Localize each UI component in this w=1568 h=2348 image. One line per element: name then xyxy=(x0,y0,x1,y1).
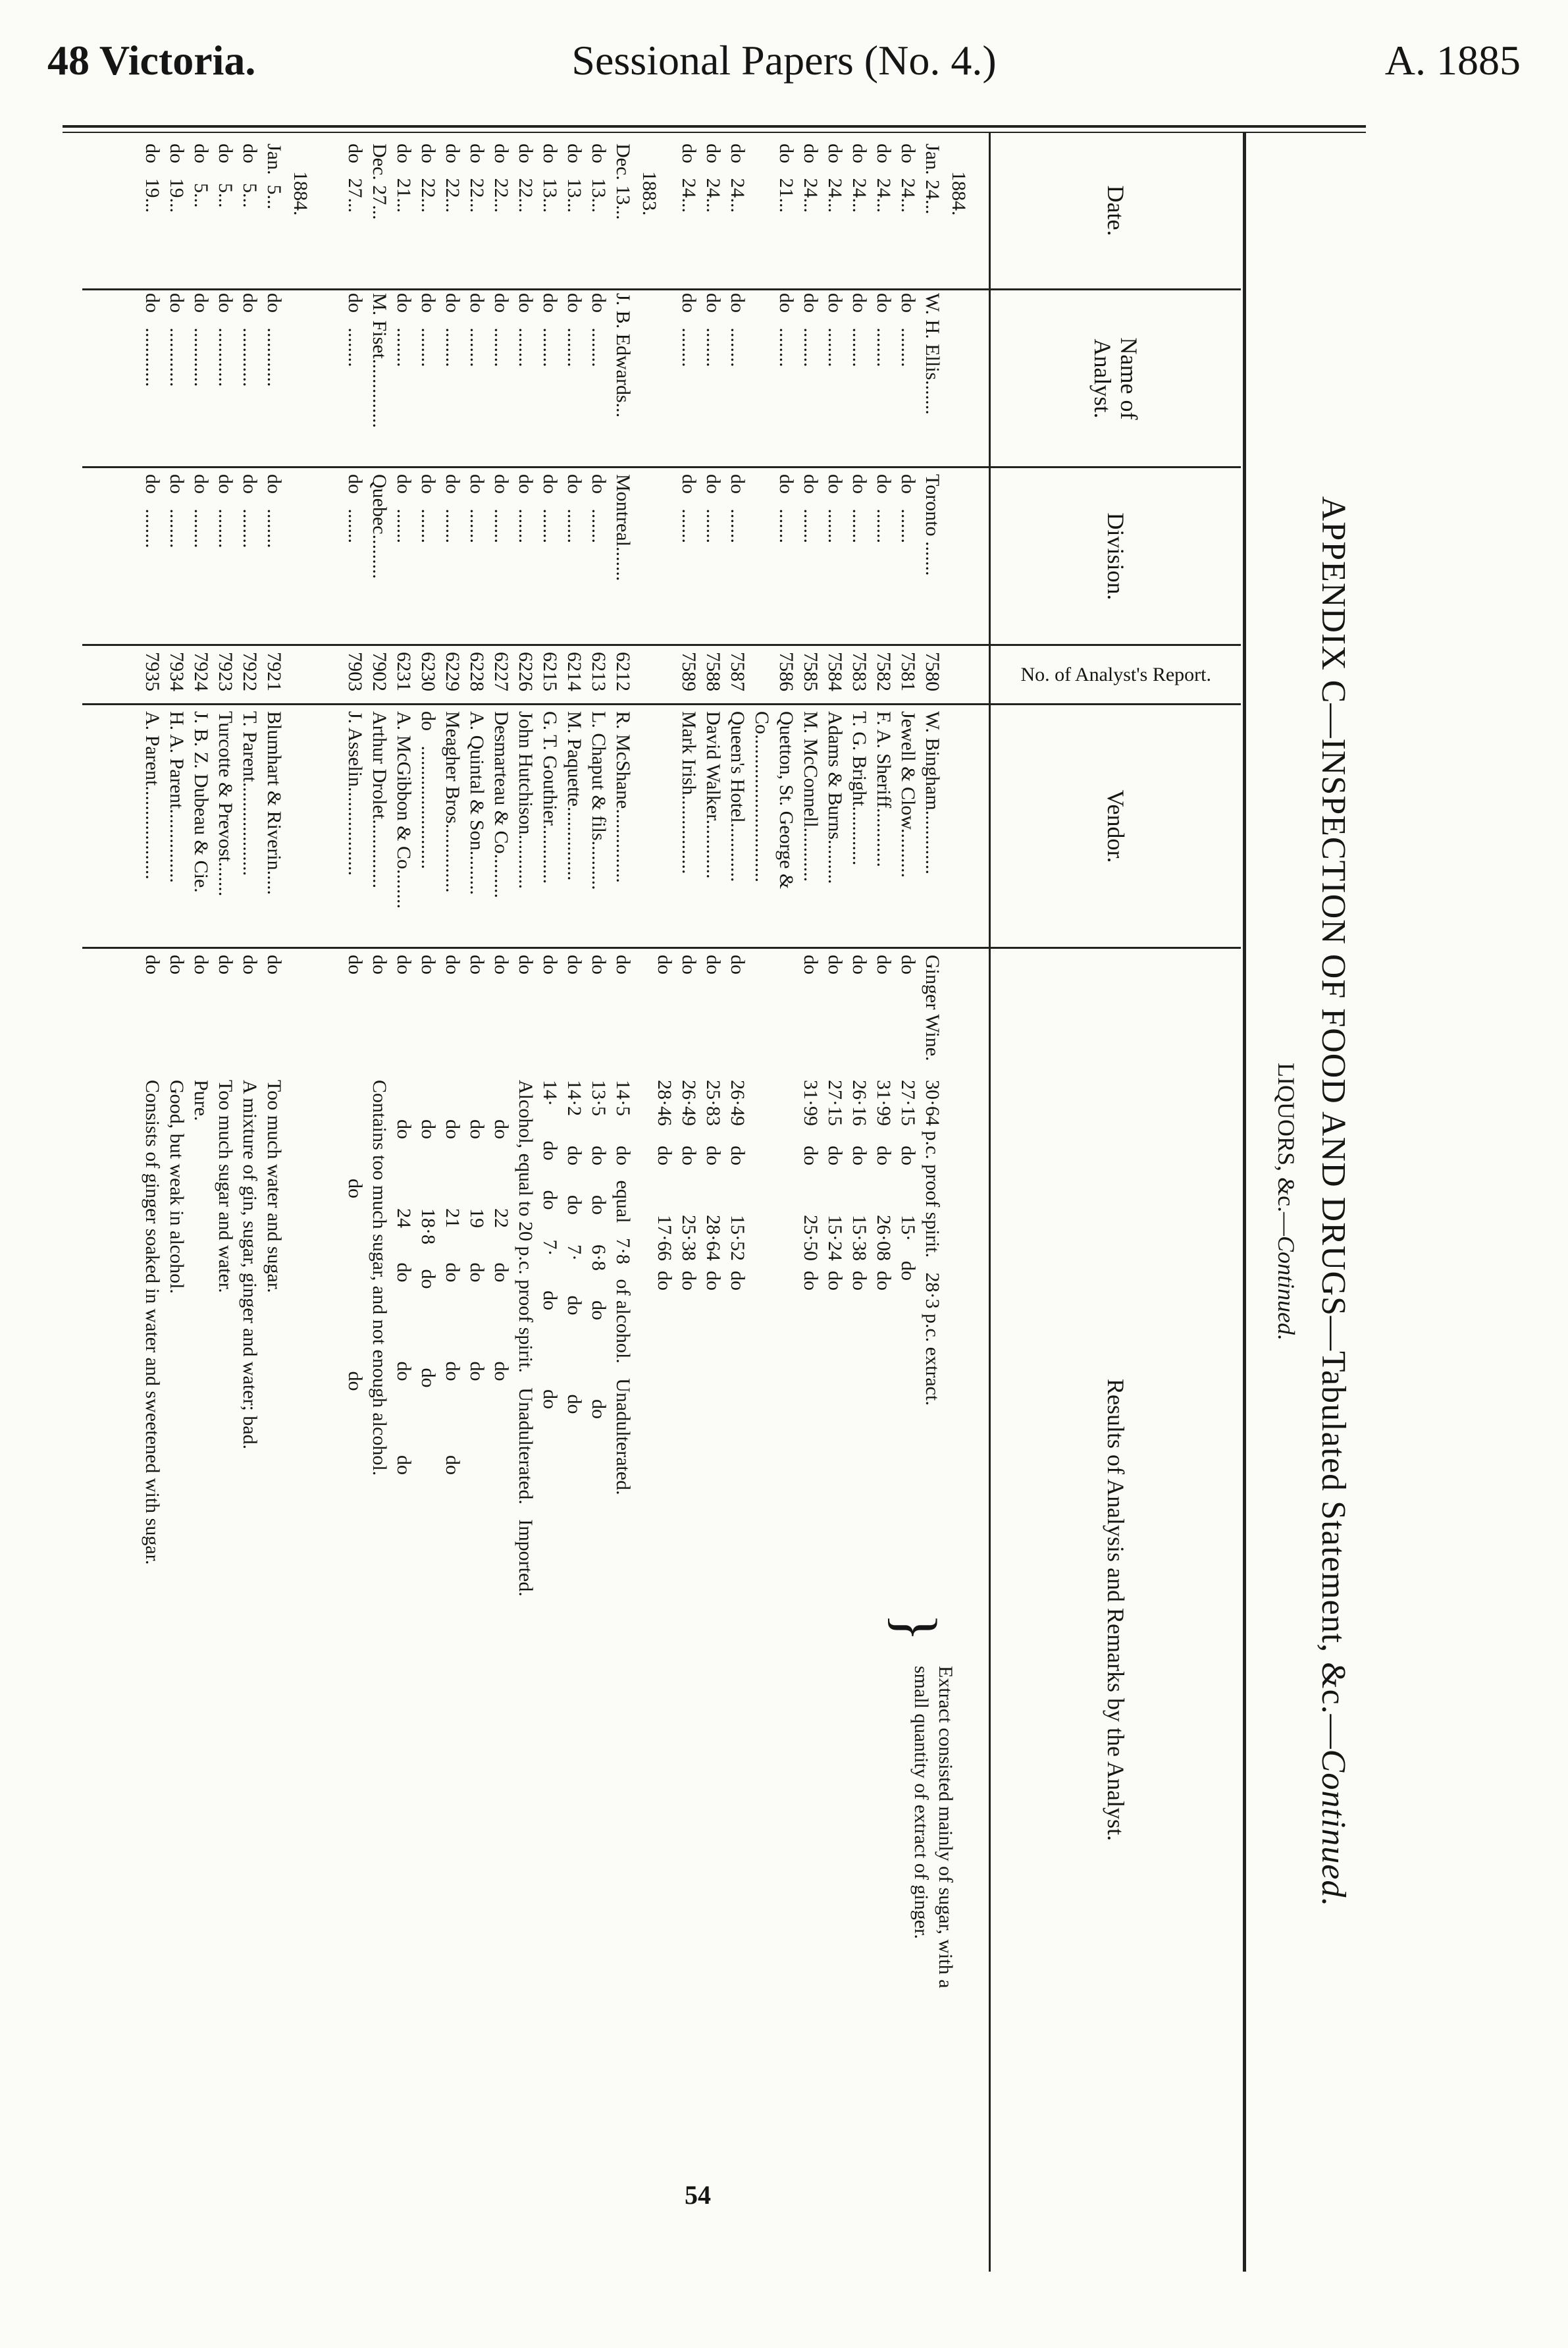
cell-division: do ....... xyxy=(800,474,822,543)
cell-result: Too much sugar and water. xyxy=(215,1080,236,1293)
col-results: Results of Analysis and Remarks by the Analyst. xyxy=(1103,1379,1129,1841)
cell-no: 6229 xyxy=(442,652,463,691)
cell-division: do ........ xyxy=(239,474,261,548)
cell-vendor: A. Quintal & Son......... xyxy=(466,711,488,895)
cell-vendor: Arthur Drolet.............. xyxy=(369,711,390,889)
cell-vendor: Meagher Bros.............. xyxy=(442,711,463,893)
col-date: Date. xyxy=(1103,185,1129,236)
cell-division: do ........ xyxy=(190,474,212,548)
cell-vendor: Turcotte & Prevost....... xyxy=(215,711,236,897)
cell-vendor: do ......................... xyxy=(417,711,439,869)
cell-name: do ............ xyxy=(215,293,236,387)
cell-product: do xyxy=(466,955,488,974)
col-analyst-no: No. of Analyst's Report. xyxy=(1020,664,1211,685)
cell-date: do 21... xyxy=(393,144,415,213)
cell-division: do ....... xyxy=(775,474,797,543)
cell-division: do ....... xyxy=(466,474,488,543)
cell-product: do xyxy=(515,955,536,974)
cell-division: do ....... xyxy=(588,474,610,543)
cell-vendor: H. A. Parent............... xyxy=(166,711,188,883)
col-name: Name of Analyst. xyxy=(1089,337,1142,420)
cell-date: do 13... xyxy=(588,144,610,213)
page-number: 54 xyxy=(685,2180,711,2210)
table-subtitle: LIQUORS, &c.—Continued. xyxy=(1273,1063,1299,1341)
cell-name: do ........ xyxy=(466,293,488,367)
cell-product: do xyxy=(166,955,188,974)
cell-no: 7924 xyxy=(190,652,212,691)
cell-date: do 22... xyxy=(490,144,512,213)
cell-date: do 24... xyxy=(702,144,724,213)
col-rule-1 xyxy=(82,288,1241,290)
header-year: A. 1885 xyxy=(1384,37,1521,84)
col-division: Division. xyxy=(1103,512,1129,600)
header-top-rule xyxy=(1243,132,1246,2272)
cell-vendor: Quetton, St. George & xyxy=(775,711,797,890)
cell-name: do ........ xyxy=(702,293,724,367)
cell-date: do 22... xyxy=(442,144,463,213)
cell-result: do do xyxy=(344,1080,366,1391)
cell-vendor: A. Parent................... xyxy=(142,711,163,880)
cell-vendor: F. A. Sheriff............ xyxy=(873,711,895,868)
cell-vendor: W. Bingham............. xyxy=(922,711,943,875)
cell-result: 26·16 do 15·38 do xyxy=(849,1080,870,1291)
cell-name: do ............ xyxy=(239,293,261,387)
cell-vendor: Desmarteau & Co......... xyxy=(490,711,512,899)
cell-name: do ............ xyxy=(166,293,188,387)
cell-name: do ........ xyxy=(417,293,439,367)
cell-result: 14·2 do do 7· do do xyxy=(563,1080,585,1414)
cell-result: 27·15 do 15·24 do xyxy=(824,1080,846,1291)
cell-result: do 19 do do xyxy=(466,1080,488,1381)
cell-product: do xyxy=(344,955,366,974)
cell-division: do ....... xyxy=(678,474,700,543)
cell-result: do 18·8 do do xyxy=(417,1080,439,1388)
cell-name: do ........ xyxy=(873,293,895,367)
cell-no: 7934 xyxy=(166,652,188,691)
cell-vendor: R. McShane............... xyxy=(612,711,634,883)
cell-product: do xyxy=(215,955,236,974)
cell-date: do 5... xyxy=(215,144,236,208)
cell-date: do 22... xyxy=(417,144,439,213)
cell-division: do ....... xyxy=(417,474,439,543)
cell-no: 7588 xyxy=(702,652,724,691)
cell-no: 7584 xyxy=(824,652,846,691)
col-rule-3 xyxy=(82,644,1241,646)
cell-result: Consists of ginger soaked in water and sweetened with sugar. xyxy=(142,1080,163,1565)
cell-date: Jan. 24... xyxy=(922,144,943,215)
cell-no: 7581 xyxy=(897,652,919,691)
cell-no: 6214 xyxy=(563,652,585,691)
cell-date: do 21... xyxy=(775,144,797,213)
cell-division: do ........ xyxy=(215,474,236,548)
cell-date: do 5... xyxy=(239,144,261,208)
cell-no: 6230 xyxy=(417,652,439,691)
cell-product: do xyxy=(873,955,895,974)
cell-division: Quebec......... xyxy=(369,474,390,579)
cell-no: 6228 xyxy=(466,652,488,691)
cell-vendor: G. T. Gouthier............ xyxy=(539,711,561,884)
cell-no: 7585 xyxy=(800,652,822,691)
cell-division: do ....... xyxy=(344,474,366,543)
cell-result: Contains too much sugar, and not enough alcohol. xyxy=(369,1080,390,1476)
year-label: 1883. xyxy=(639,171,660,216)
cell-product: do xyxy=(539,955,561,974)
brace-note: Extract consisted mainly of sugar, with a small quantity of extract of ginger. xyxy=(910,1666,956,1988)
cell-vendor: M. McConnell........... xyxy=(800,711,822,882)
cell-division: do ....... xyxy=(824,474,846,543)
cell-name: do ........ xyxy=(727,293,748,367)
cell-name: do ........ xyxy=(393,293,415,367)
col-vendor: Vendor. xyxy=(1103,789,1129,863)
cell-name: do ........ xyxy=(588,293,610,367)
cell-no: 7923 xyxy=(215,652,236,691)
cell-no: 7902 xyxy=(369,652,390,691)
cell-vendor: Adams & Burns......... xyxy=(824,711,846,884)
cell-product: do xyxy=(442,955,463,974)
cell-no: 6227 xyxy=(490,652,512,691)
cell-date: do 19... xyxy=(142,144,163,213)
cell-result: Alcohol, equal to 20 p.c. proof spirit. Unadulterated. Imported. xyxy=(515,1080,536,1597)
cell-name: do ............ xyxy=(263,293,285,387)
cell-product: do xyxy=(393,955,415,974)
cell-vendor: David Walker............ xyxy=(702,711,724,879)
cell-name: do ........ xyxy=(563,293,585,367)
cell-no: 7589 xyxy=(678,652,700,691)
cell-division: do ....... xyxy=(515,474,536,543)
cell-result: Too much water and sugar. xyxy=(263,1080,285,1293)
cell-name: do ............ xyxy=(142,293,163,387)
cell-division: do ....... xyxy=(897,474,919,543)
cell-vendor: Queen's Hotel............ xyxy=(727,711,748,882)
cell-no: 7921 xyxy=(263,652,285,691)
cell-name: do ........ xyxy=(800,293,822,367)
cell-no: 7580 xyxy=(922,652,943,691)
cell-result: 25·83 do 28·64 do xyxy=(702,1080,724,1291)
rotated-table xyxy=(63,132,1366,2272)
cell-division: do ....... xyxy=(563,474,585,543)
cell-no: 7903 xyxy=(344,652,366,691)
cell-no: 6231 xyxy=(393,652,415,691)
cell-product: do xyxy=(727,955,748,974)
cell-no: 6226 xyxy=(515,652,536,691)
cell-name: do ........ xyxy=(849,293,870,367)
cell-product: do xyxy=(263,955,285,974)
column-headers xyxy=(991,132,1241,2272)
cell-name: do ........ xyxy=(539,293,561,367)
cell-no: 7935 xyxy=(142,652,163,691)
cell-division: do ....... xyxy=(702,474,724,543)
cell-no: 6213 xyxy=(588,652,610,691)
cell-result: 31·99 do 25·50 do xyxy=(800,1080,822,1291)
cell-product: do xyxy=(800,955,822,974)
cell-result: 14· do do 7· do do xyxy=(539,1080,561,1409)
cell-result: do 24 do do do xyxy=(393,1080,415,1475)
cell-vendor: M. Paquette............... xyxy=(563,711,585,881)
cell-product: do xyxy=(849,955,870,974)
cell-vendor: J. Asselin.................. xyxy=(344,711,366,876)
col-rule-4 xyxy=(82,703,1241,705)
cell-product: do xyxy=(702,955,724,974)
cell-division: do ....... xyxy=(873,474,895,543)
cell-product: do xyxy=(588,955,610,974)
cell-name: do ........ xyxy=(515,293,536,367)
cell-result: Pure. xyxy=(190,1080,212,1121)
cell-vendor: Mark Irish................ xyxy=(678,711,700,874)
cell-name: do ........ xyxy=(442,293,463,367)
cell-no: 7583 xyxy=(849,652,870,691)
header-papers: Sessional Papers (No. 4.) xyxy=(571,37,997,84)
cell-division: Montreal....... xyxy=(612,474,634,581)
cell-product: do xyxy=(824,955,846,974)
cell-division: do ....... xyxy=(849,474,870,543)
cell-date: do 5... xyxy=(190,144,212,208)
cell-product: do xyxy=(142,955,163,974)
cell-no: 7582 xyxy=(873,652,895,691)
cell-result: Good, but weak in alcohol. xyxy=(166,1080,188,1294)
cell-division: do ....... xyxy=(393,474,415,543)
cell-name: J. B. Edwards... xyxy=(612,293,634,418)
cell-name: do ........ xyxy=(678,293,700,367)
cell-vendor: Blumhart & Riverin..... xyxy=(263,711,285,895)
cell-division: do ....... xyxy=(727,474,748,543)
cell-date: do 13... xyxy=(539,144,561,213)
cell-result: 13·5 do do 6·8 do do xyxy=(588,1080,610,1419)
cell-product: do xyxy=(563,955,585,974)
cell-vendor: T. Parent................... xyxy=(239,711,261,876)
cell-date: do 24... xyxy=(849,144,870,213)
cell-division: do ........ xyxy=(166,474,188,548)
top-rule xyxy=(63,125,1366,128)
cell-date: do 27... xyxy=(344,144,366,213)
cell-no: 7586 xyxy=(775,652,797,691)
cell-name: do ........ xyxy=(897,293,919,367)
inspection-table xyxy=(63,132,1366,2272)
cell-date: Dec. 13... xyxy=(612,144,634,220)
cell-date: do 24... xyxy=(824,144,846,213)
cell-vendor: John Hutchison........... xyxy=(515,711,536,889)
cell-result: 28·46 do 17·66 do xyxy=(654,1080,675,1291)
col-rule-2 xyxy=(82,466,1241,468)
cell-product: do xyxy=(612,955,634,974)
cell-division: Toronto ....... xyxy=(922,474,943,576)
cell-result: do 21 do do do xyxy=(442,1080,463,1475)
cell-division: do ....... xyxy=(490,474,512,543)
cell-vendor: J. B. Z. Dubeau & Cie. xyxy=(190,711,212,893)
cell-product: do xyxy=(897,955,919,974)
cell-product: do xyxy=(190,955,212,974)
cell-product: do xyxy=(369,955,390,974)
cell-division: do ....... xyxy=(442,474,463,543)
cell-date: do 19... xyxy=(166,144,188,213)
cell-result: 26·49 do 25·38 do xyxy=(678,1080,700,1291)
cell-division: do ........ xyxy=(263,474,285,548)
cell-product: do xyxy=(654,955,675,974)
cell-product: do xyxy=(417,955,439,974)
cell-vendor: L. Chaput & fils.......... xyxy=(588,711,610,890)
cell-result: A mixture of gin, sugar, ginger and water; bad. xyxy=(239,1080,261,1450)
cell-vendor: Jewell & Clow.......... xyxy=(897,711,919,878)
cell-name: do ............ xyxy=(190,293,212,387)
cell-name: do ........ xyxy=(824,293,846,367)
cell-vendor: T. G. Bright............ xyxy=(849,711,870,866)
cell-date: Jan. 5... xyxy=(263,144,285,209)
cell-date: do 13... xyxy=(563,144,585,213)
cell-result: 31·99 do 26·08 do xyxy=(873,1080,895,1291)
cell-result: do 22 do do xyxy=(490,1080,512,1381)
cell-date: do 24... xyxy=(873,144,895,213)
cell-product: Ginger Wine. xyxy=(922,955,943,1061)
cell-name: do ........ xyxy=(775,293,797,367)
year-label: 1884. xyxy=(948,171,970,216)
cell-no: 7922 xyxy=(239,652,261,691)
brace: } xyxy=(883,1613,948,1642)
year-label: 1884. xyxy=(290,171,311,216)
cell-division: do ........ xyxy=(142,474,163,548)
cell-date: do 24... xyxy=(727,144,748,213)
cell-no: 6215 xyxy=(539,652,561,691)
cell-result: 27·15 do 15· do xyxy=(897,1080,919,1281)
cell-date: do 22... xyxy=(466,144,488,213)
cell-date: do 24... xyxy=(678,144,700,213)
cell-no: 6212 xyxy=(612,652,634,691)
cell-division: do ....... xyxy=(539,474,561,543)
cell-name: do ........ xyxy=(490,293,512,367)
cell-result: 30·64 p.c. proof spirit. 28·3 p.c. extract. xyxy=(922,1080,943,1406)
cell-name: do ........ xyxy=(344,293,366,367)
cell-name: W. H. Ellis....... xyxy=(922,293,943,415)
cell-name: M. Fiset.............. xyxy=(369,293,390,429)
cell-date: Dec. 27... xyxy=(369,144,390,220)
cell-vendor: A. McGibbon & Co........ xyxy=(393,711,415,909)
cell-date: do 24... xyxy=(800,144,822,213)
cell-result: 14·5 do equal 7·8 of alcohol. Unadulterated. xyxy=(612,1080,634,1495)
col-rule-5 xyxy=(82,947,1241,949)
cell-no: 7587 xyxy=(727,652,748,691)
cell-product: do xyxy=(490,955,512,974)
table-title: APPENDIX C—INSPECTION OF FOOD AND DRUGS—Tabulated Statement, &c.—Continued. xyxy=(1315,496,1352,1908)
cell-result: 26·49 do 15·52 do xyxy=(727,1080,748,1291)
cell-product: do xyxy=(239,955,261,974)
header-session: 48 Victoria. xyxy=(47,37,256,84)
cell-date: do 24... xyxy=(897,144,919,213)
cell-date: do 22... xyxy=(515,144,536,213)
cell-product: do xyxy=(678,955,700,974)
cell-vendor: Co.............................. xyxy=(751,711,773,883)
